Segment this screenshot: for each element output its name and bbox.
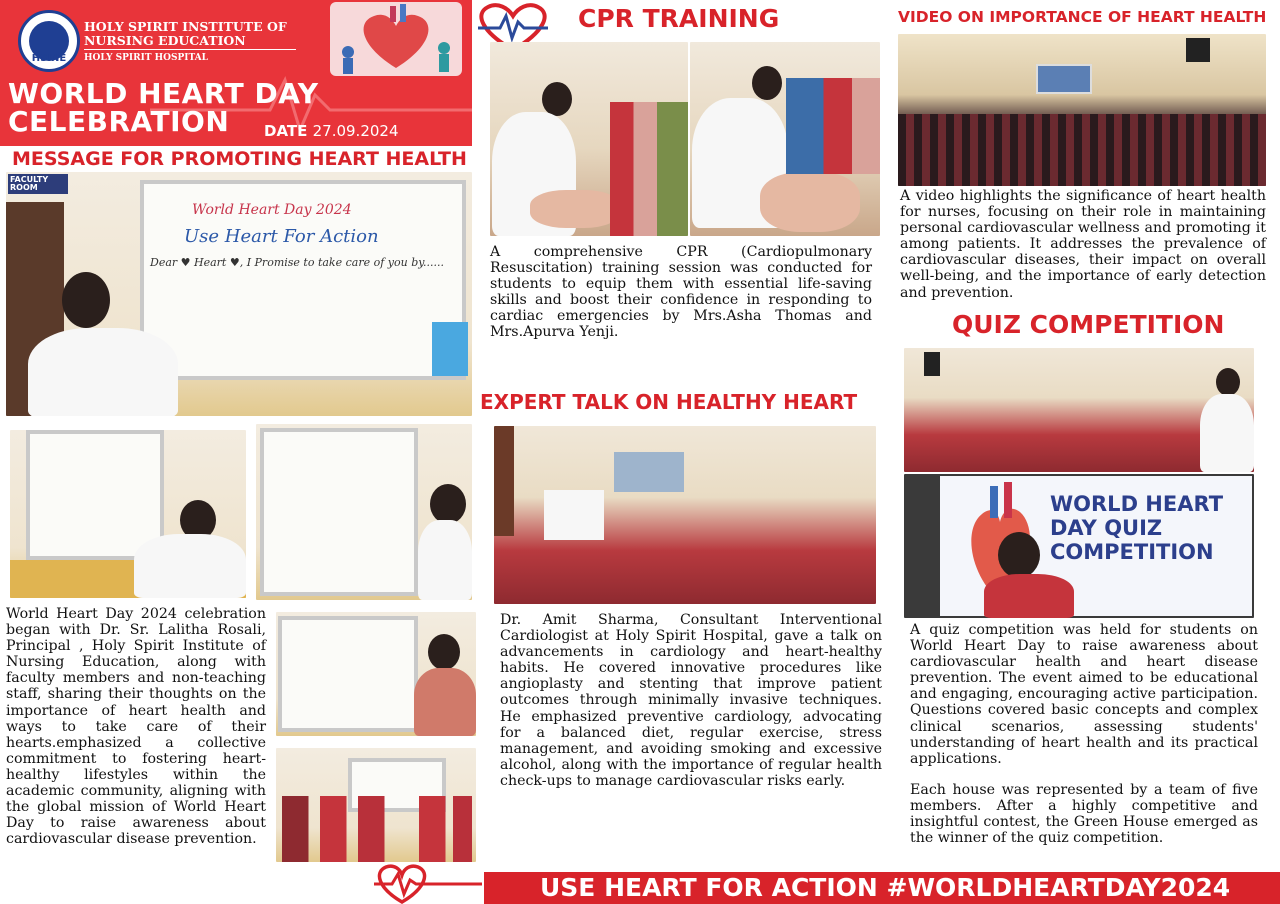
person-head <box>430 484 466 524</box>
date-label: DATE <box>264 122 308 140</box>
footer-slogan: USE HEART FOR ACTION #WORLDHEARTDAY2024 <box>540 873 1231 902</box>
whiteboard-small <box>260 428 418 596</box>
door <box>494 426 514 536</box>
message-heading: MESSAGE FOR PROMOTING HEART HEALTH <box>12 148 467 170</box>
board-title: World Heart Day 2024 <box>192 202 352 218</box>
event-date <box>264 122 399 140</box>
person-presenter <box>984 574 1074 618</box>
whiteboard-small <box>26 430 164 560</box>
person-staff <box>418 520 472 600</box>
person-head <box>62 272 110 328</box>
video-screen <box>1036 64 1092 94</box>
footer-heart-ecg-icon <box>372 862 482 904</box>
institute-name <box>84 20 287 48</box>
door-sign: FACULTY ROOM <box>8 174 68 194</box>
quiz-paragraph-2: Each house was represented by a team of five members. After a highly competitive and insightful contest, the Green House emerged as the winner of the quiz competition. <box>910 782 1258 847</box>
person-head <box>998 532 1040 578</box>
projector-screen <box>614 452 684 492</box>
photo-principal-writing <box>6 172 472 416</box>
person-head <box>542 82 572 116</box>
person-staff <box>414 668 476 736</box>
person-head <box>428 634 460 670</box>
cpr-manikin <box>530 190 620 228</box>
speaker <box>924 352 940 376</box>
page-title-line2: CELEBRATION <box>8 105 230 138</box>
speaker <box>1186 38 1210 62</box>
header-divider <box>84 49 296 50</box>
cpr-heading: CPR TRAINING <box>578 4 780 33</box>
person-host <box>1200 394 1254 472</box>
quiz-paragraph-1: A quiz competition was held for students on World Heart Day to raise awareness about cardiovascular health and heart disease prevention. The event aimed to be educational and engaging, encouraging active participation. Questions covered basic concepts and complex clinical scenarios, assessing students' understanding of heart health and its practical applications. <box>910 622 1258 767</box>
audience <box>898 114 1266 186</box>
person-principal <box>28 328 178 416</box>
photo-group-whiteboard <box>276 748 476 862</box>
photo-quiz-audience <box>904 348 1254 472</box>
blue-bag <box>432 322 468 376</box>
person-staff <box>134 534 246 598</box>
hospital-name: HOLY SPIRIT HOSPITAL <box>84 53 208 63</box>
expert-paragraph: Dr. Amit Sharma, Consultant Interventional Cardiologist at Holy Spirit Hospital, gave a talk on advancements in cardiology and heart-healthy habits. He covered innovative procedures like angioplasty and stenting that improve patient outcomes through minimally invasive techniques. He emphasized preventive cardiology, advocating for a balanced diet, regular exercise, stress management, and avoiding smoking and excessive alcohol, along with the importance of regular health check-ups to manage cardiovascular risks early. <box>500 612 882 789</box>
person-head <box>752 66 782 100</box>
quiz-poster-title: WORLD HEART DAY QUIZ COMPETITION <box>1050 492 1224 564</box>
person-head <box>1216 368 1240 396</box>
video-heading: VIDEO ON IMPORTANCE OF HEART HEALTH <box>898 8 1267 26</box>
board-pledge: Dear ♥ Heart ♥, I Promise to take care of you by...... <box>150 256 444 269</box>
quiz-heading: QUIZ COMPETITION <box>952 310 1225 339</box>
cpr-manikin <box>760 172 860 232</box>
whiteboard <box>140 180 466 380</box>
group-people <box>282 796 472 862</box>
whiteboard-small <box>278 616 418 732</box>
students <box>610 102 688 236</box>
students <box>786 78 880 174</box>
date-value: 27.09.2024 <box>312 122 399 140</box>
header-banner <box>0 0 472 146</box>
expert-heading: EXPERT TALK ON HEALTHY HEART <box>480 390 858 414</box>
doctors-white-coats <box>544 490 604 540</box>
board-slogan: Use Heart For Action <box>184 226 379 247</box>
page-title-line1: WORLD HEART DAY <box>8 77 319 110</box>
photo-cpr-1 <box>490 42 688 236</box>
cpr-paragraph: A comprehensive CPR (Cardiopulmonary Resuscitation) training session was conducted for students to equip them with essential life-saving skills and boost their confidence in responding to cardiac emergencies by Mrs.Asha Thomas and Mrs.Apurva Yenji. <box>490 244 872 341</box>
institute-logo <box>18 10 80 72</box>
heart-illustration <box>330 2 462 76</box>
message-paragraph: World Heart Day 2024 celebration began with Dr. Sr. Lalitha Rosali, Principal , Holy Spirit Institute of Nursing Education, along with faculty members and non-teaching staff, sharing their thoughts on the importance of heart health and ways to take care of their hearts.emphasized a collective commitment to fostering heart-healthy lifestyles within the academic community, aligning with the global mission of World Heart Day to raise awareness about cardiovascular disease prevention. <box>6 606 266 848</box>
photo-video-session <box>898 34 1266 186</box>
logo-text: HSINE <box>31 53 67 64</box>
institute-name-line1: HOLY SPIRIT INSTITUTE OF <box>84 19 287 34</box>
institute-name-line2: NURSING EDUCATION <box>84 33 246 48</box>
photo-staff-writing-1 <box>10 430 246 598</box>
photo-staff-writing-2 <box>256 424 472 600</box>
video-paragraph: A video highlights the significance of heart health for nurses, focusing on their role in maintaining personal cardiovascular wellness and promoting it among patients. It addresses the prevalence of cardiovascular diseases, their impact on overall well-being, and the importance of early detection and prevention. <box>900 188 1266 301</box>
photo-expert-group <box>494 426 876 604</box>
photo-staff-writing-3 <box>276 612 476 736</box>
photo-cpr-2 <box>690 42 880 236</box>
